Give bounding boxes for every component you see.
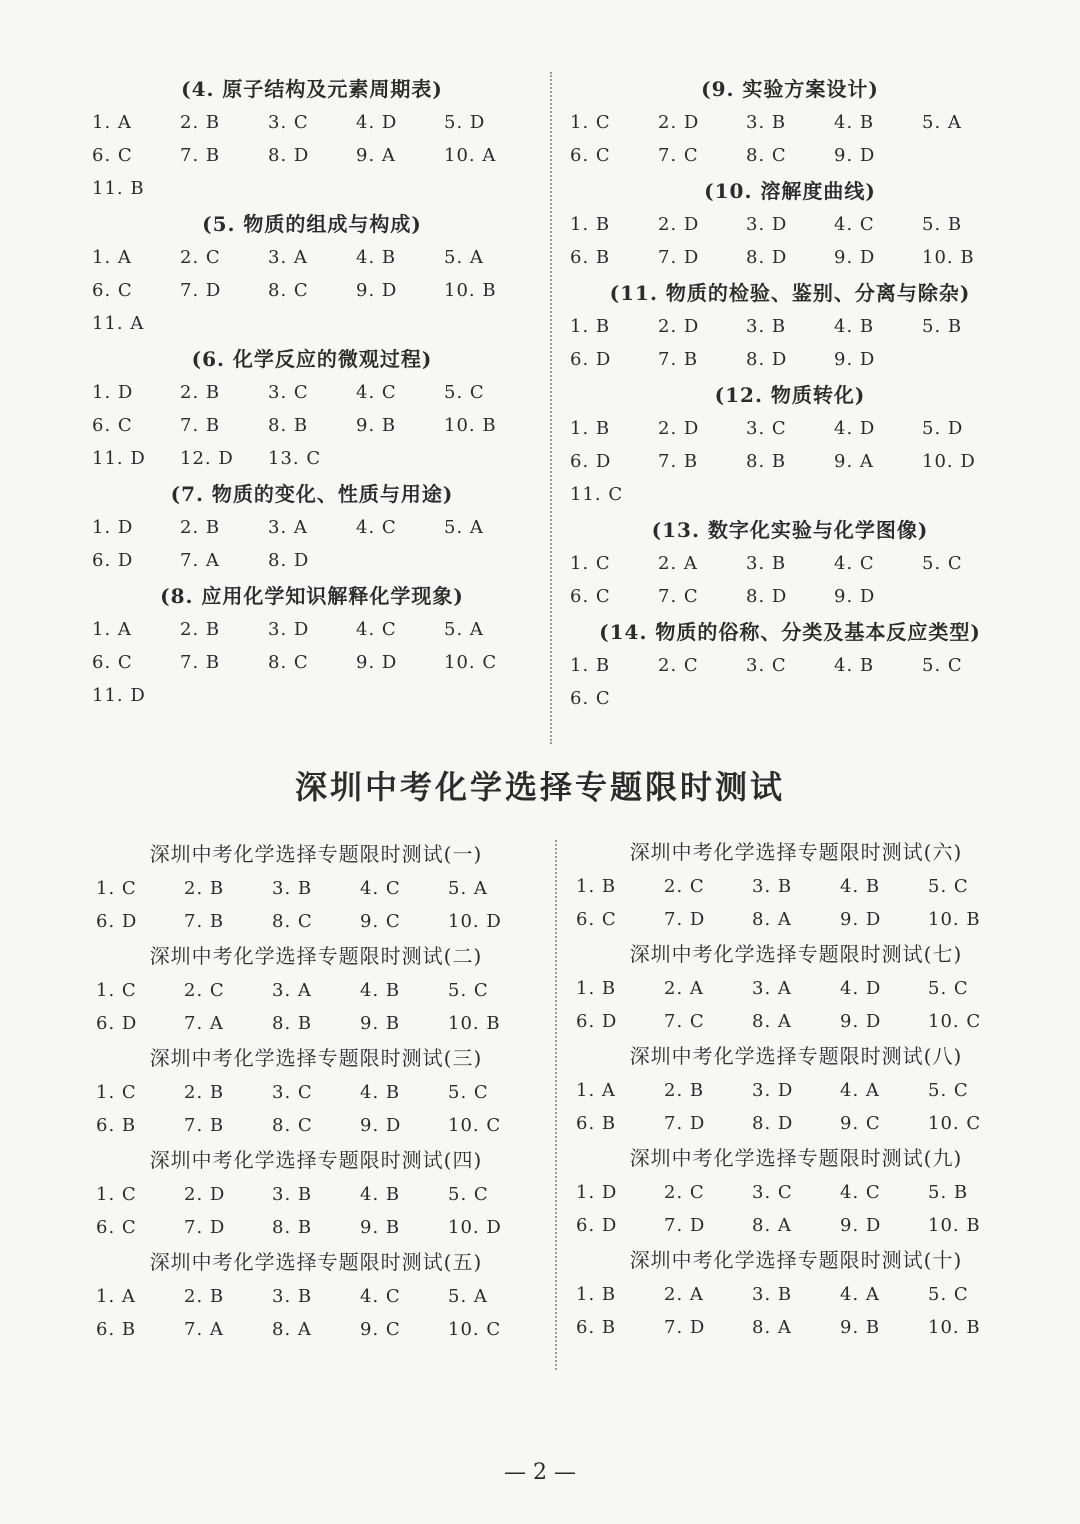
answer-item: 7. D	[664, 1113, 706, 1134]
answer-item: 4. D	[356, 112, 398, 133]
answer-item: 9. D	[356, 280, 398, 301]
top-column-divider	[550, 72, 552, 744]
answer-item: 2. D	[184, 1184, 226, 1205]
answer-grid	[96, 1076, 536, 1142]
answer-item: 13. C	[268, 448, 322, 469]
answer-grid	[96, 974, 536, 1040]
answer-item: 5. B	[922, 316, 963, 337]
answer-grid	[570, 208, 1010, 274]
answer-item: 8. A	[752, 1317, 792, 1338]
answer-item: 2. C	[658, 655, 699, 676]
answer-item: 4. C	[356, 517, 397, 538]
answer-item: 5. C	[922, 655, 963, 676]
answer-item: 1. B	[570, 316, 611, 337]
answer-item: 10. D	[448, 1217, 502, 1238]
answer-item: 8. D	[746, 247, 788, 268]
answer-item: 10. D	[922, 451, 976, 472]
answer-item: 5. D	[922, 418, 964, 439]
answer-item: 4. B	[360, 980, 401, 1001]
answer-item: 8. C	[268, 280, 309, 301]
answer-item: 1. A	[92, 247, 132, 268]
answer-item: 6. C	[570, 145, 611, 166]
answer-item: 8. C	[272, 911, 313, 932]
answer-item: 7. B	[658, 349, 699, 370]
section-title: (8. 应用化学知识解释化学现象)	[160, 584, 464, 608]
answer-item: 8. D	[746, 349, 788, 370]
answer-item: 9. B	[356, 415, 397, 436]
answer-item: 8. A	[752, 1215, 792, 1236]
answer-item: 4. C	[834, 553, 875, 574]
answer-item: 6. D	[570, 451, 612, 472]
answer-item: 6. B	[96, 1115, 137, 1136]
section-title: (7. 物质的变化、性质与用途)	[170, 482, 454, 506]
answer-item: 9. D	[834, 349, 876, 370]
answer-item: 10. C	[444, 652, 498, 673]
section-title: (4. 原子结构及元素周期表)	[181, 77, 443, 101]
answer-item: 1. A	[92, 112, 132, 133]
answer-item: 3. C	[268, 112, 309, 133]
answer-item: 3. B	[746, 553, 787, 574]
answer-item: 3. D	[746, 214, 788, 235]
answer-item: 7. B	[180, 652, 221, 673]
answer-item: 1. B	[576, 876, 617, 897]
answer-item: 10. B	[444, 280, 497, 301]
answer-item: 4. B	[360, 1184, 401, 1205]
answer-item: 3. B	[272, 1286, 313, 1307]
answer-grid	[96, 1178, 536, 1244]
answer-item: 5. A	[444, 247, 484, 268]
answer-item: 3. B	[752, 876, 793, 897]
answer-item: 9. C	[360, 911, 401, 932]
answer-item: 6. D	[92, 550, 134, 571]
answer-item: 1. A	[96, 1286, 136, 1307]
answer-item: 10. B	[444, 415, 497, 436]
answer-item: 10. C	[928, 1113, 982, 1134]
answer-item: 2. B	[184, 878, 225, 899]
answer-item: 8. B	[746, 451, 787, 472]
answer-item: 9. D	[360, 1115, 402, 1136]
answer-item: 2. D	[658, 214, 700, 235]
answer-item: 8. D	[752, 1113, 794, 1134]
answer-item: 1. B	[570, 655, 611, 676]
answer-item: 7. C	[658, 586, 699, 607]
answer-item: 5. C	[928, 978, 969, 999]
answer-item: 10. B	[448, 1013, 501, 1034]
answer-item: 6. C	[96, 1217, 137, 1238]
test-title: 深圳中考化学选择专题限时测试(五)	[149, 1250, 483, 1274]
answer-item: 4. C	[840, 1182, 881, 1203]
section-title: (9. 实验方案设计)	[701, 77, 879, 101]
answer-grid	[92, 241, 532, 340]
bottom-right-column	[576, 834, 1016, 1344]
answer-item: 7. D	[664, 1215, 706, 1236]
answer-item: 8. B	[272, 1217, 313, 1238]
answer-item: 9. D	[840, 1011, 882, 1032]
answer-item: 4. B	[360, 1082, 401, 1103]
answer-item: 2. C	[664, 1182, 705, 1203]
answer-item: 1. B	[576, 978, 617, 999]
answer-item: 4. C	[356, 382, 397, 403]
answer-grid	[576, 1278, 1016, 1344]
answer-item: 4. B	[834, 655, 875, 676]
answer-item: 4. B	[834, 316, 875, 337]
answer-item: 6. C	[92, 280, 133, 301]
test-title: 深圳中考化学选择专题限时测试(九)	[629, 1146, 963, 1170]
section-title: (10. 溶解度曲线)	[704, 179, 876, 203]
answer-item: 1. D	[576, 1182, 618, 1203]
answer-item: 7. A	[184, 1319, 224, 1340]
answer-item: 7. B	[184, 911, 225, 932]
answer-item: 3. A	[272, 980, 312, 1001]
answer-item: 7. D	[658, 247, 700, 268]
answer-item: 5. C	[928, 1080, 969, 1101]
answer-item: 9. B	[360, 1013, 401, 1034]
main-title: 深圳中考化学选择专题限时测试	[294, 768, 785, 806]
answer-item: 1. A	[576, 1080, 616, 1101]
answer-item: 10. D	[448, 911, 502, 932]
answer-item: 2. B	[180, 382, 221, 403]
answer-item: 2. D	[658, 112, 700, 133]
answer-item: 9. A	[356, 145, 396, 166]
test-title: 深圳中考化学选择专题限时测试(七)	[629, 942, 963, 966]
answer-item: 2. A	[658, 553, 698, 574]
section-title: (13. 数字化实验与化学图像)	[651, 518, 929, 542]
answer-item: 8. D	[268, 145, 310, 166]
answer-item: 5. C	[448, 1184, 489, 1205]
answer-item: 4. C	[356, 619, 397, 640]
answer-item: 5. B	[928, 1182, 969, 1203]
answer-item: 11. B	[92, 178, 145, 199]
answer-item: 11. D	[92, 448, 146, 469]
answer-item: 10. A	[444, 145, 497, 166]
answer-item: 5. C	[448, 1082, 489, 1103]
answer-item: 4. D	[834, 418, 876, 439]
answer-item: 9. D	[834, 586, 876, 607]
answer-item: 3. B	[272, 878, 313, 899]
answer-grid	[570, 310, 1010, 376]
answer-item: 7. A	[184, 1013, 224, 1034]
answer-item: 9. D	[834, 145, 876, 166]
answer-grid	[92, 106, 532, 205]
answer-item: 3. B	[272, 1184, 313, 1205]
answer-item: 9. C	[360, 1319, 401, 1340]
test-title: 深圳中考化学选择专题限时测试(十)	[629, 1248, 963, 1272]
answer-item: 4. B	[356, 247, 397, 268]
answer-item: 2. D	[658, 418, 700, 439]
answer-item: 5. A	[444, 517, 484, 538]
answer-item: 7. C	[664, 1011, 705, 1032]
answer-item: 4. D	[840, 978, 882, 999]
answer-item: 4. B	[840, 876, 881, 897]
bottom-left-column	[96, 836, 536, 1346]
test-title: 深圳中考化学选择专题限时测试(八)	[629, 1044, 963, 1068]
test-title: 深圳中考化学选择专题限时测试(四)	[149, 1148, 483, 1172]
answer-item: 3. C	[268, 382, 309, 403]
answer-item: 7. A	[180, 550, 220, 571]
answer-item: 4. C	[360, 1286, 401, 1307]
answer-item: 4. C	[834, 214, 875, 235]
answer-item: 4. C	[360, 878, 401, 899]
section-title: (11. 物质的检验、鉴别、分离与除杂)	[609, 281, 971, 305]
answer-item: 3. A	[268, 517, 308, 538]
answer-item: 8. D	[268, 550, 310, 571]
answer-item: 3. D	[268, 619, 310, 640]
answer-item: 3. B	[746, 316, 787, 337]
answer-item: 8. A	[272, 1319, 312, 1340]
answer-item: 3. B	[752, 1284, 793, 1305]
answer-item: 2. B	[184, 1082, 225, 1103]
answer-item: 4. A	[840, 1284, 880, 1305]
answer-item: 7. D	[664, 909, 706, 930]
page-number: — 2 —	[504, 1460, 576, 1485]
section-title: (6. 化学反应的微观过程)	[191, 347, 433, 371]
answer-item: 6. B	[570, 247, 611, 268]
answer-grid	[576, 870, 1016, 936]
answer-item: 2. B	[180, 619, 221, 640]
answer-item: 4. B	[834, 112, 875, 133]
answer-item: 8. B	[268, 415, 309, 436]
section-title: (14. 物质的俗称、分类及基本反应类型)	[599, 620, 981, 644]
answer-item: 11. D	[92, 685, 146, 706]
answer-item: 1. B	[570, 214, 611, 235]
answer-item: 1. C	[96, 1082, 137, 1103]
top-right-column	[570, 70, 1010, 715]
answer-item: 9. D	[356, 652, 398, 673]
answer-item: 10. B	[928, 1215, 981, 1236]
answer-item: 7. B	[180, 145, 221, 166]
answer-item: 1. D	[92, 517, 134, 538]
answer-grid	[570, 649, 1010, 715]
answer-item: 6. C	[92, 145, 133, 166]
answer-item: 6. C	[92, 415, 133, 436]
answer-item: 3. C	[752, 1182, 793, 1203]
answer-item: 6. C	[570, 688, 611, 709]
answer-grid	[576, 972, 1016, 1038]
section-title: (12. 物质转化)	[714, 383, 866, 407]
test-title: 深圳中考化学选择专题限时测试(二)	[149, 944, 483, 968]
answer-item: 6. D	[576, 1011, 618, 1032]
answer-item: 1. C	[96, 1184, 137, 1205]
answer-item: 7. D	[664, 1317, 706, 1338]
answer-item: 7. B	[180, 415, 221, 436]
answer-item: 10. B	[928, 1317, 981, 1338]
answer-item: 12. D	[180, 448, 234, 469]
answer-item: 6. D	[576, 1215, 618, 1236]
answer-item: 9. D	[834, 247, 876, 268]
answer-item: 8. A	[752, 1011, 792, 1032]
answer-item: 3. D	[752, 1080, 794, 1101]
answer-item: 6. D	[570, 349, 612, 370]
answer-item: 4. A	[840, 1080, 880, 1101]
answer-item: 5. C	[928, 1284, 969, 1305]
answer-item: 10. C	[448, 1319, 502, 1340]
answer-item: 3. C	[272, 1082, 313, 1103]
answer-item: 2. B	[180, 112, 221, 133]
answer-item: 8. D	[746, 586, 788, 607]
answer-item: 5. D	[444, 112, 486, 133]
answer-item: 8. C	[746, 145, 787, 166]
answer-item: 1. D	[92, 382, 134, 403]
answer-item: 10. C	[928, 1011, 982, 1032]
answer-item: 8. C	[268, 652, 309, 673]
answer-item: 9. A	[834, 451, 874, 472]
answer-item: 7. D	[184, 1217, 226, 1238]
answer-item: 3. A	[752, 978, 792, 999]
answer-item: 1. A	[92, 619, 132, 640]
answer-item: 7. D	[180, 280, 222, 301]
answer-item: 9. B	[360, 1217, 401, 1238]
answer-item: 5. A	[444, 619, 484, 640]
answer-item: 8. C	[272, 1115, 313, 1136]
answer-grid	[92, 511, 532, 577]
section-title: (5. 物质的组成与构成)	[202, 212, 422, 236]
answer-item: 5. C	[444, 382, 485, 403]
answer-item: 11. A	[92, 313, 145, 334]
answer-item: 2. C	[664, 876, 705, 897]
answer-item: 6. C	[92, 652, 133, 673]
answer-item: 2. B	[180, 517, 221, 538]
answer-item: 9. D	[840, 1215, 882, 1236]
answer-item: 9. B	[840, 1317, 881, 1338]
answer-item: 3. A	[268, 247, 308, 268]
answer-item: 6. B	[96, 1319, 137, 1340]
answer-grid	[576, 1176, 1016, 1242]
test-title: 深圳中考化学选择专题限时测试(一)	[149, 842, 483, 866]
answer-grid	[570, 412, 1010, 511]
answer-grid	[92, 376, 532, 475]
answer-item: 2. A	[664, 978, 704, 999]
answer-item: 5. C	[922, 553, 963, 574]
answer-grid	[92, 613, 532, 712]
answer-item: 2. B	[664, 1080, 705, 1101]
answer-item: 8. B	[272, 1013, 313, 1034]
answer-item: 10. B	[922, 247, 975, 268]
answer-item: 2. C	[184, 980, 225, 1001]
answer-item: 2. D	[658, 316, 700, 337]
answer-item: 3. C	[746, 655, 787, 676]
answer-item: 6. B	[576, 1317, 617, 1338]
answer-item: 8. A	[752, 909, 792, 930]
answer-grid	[576, 1074, 1016, 1140]
answer-item: 2. A	[664, 1284, 704, 1305]
answer-item: 2. C	[180, 247, 221, 268]
answer-item: 10. B	[928, 909, 981, 930]
answer-item: 2. B	[184, 1286, 225, 1307]
answer-item: 9. C	[840, 1113, 881, 1134]
answer-item: 1. C	[570, 553, 611, 574]
answer-item: 1. B	[576, 1284, 617, 1305]
bottom-column-divider	[555, 840, 557, 1370]
answer-item: 5. A	[448, 1286, 488, 1307]
answer-item: 9. D	[840, 909, 882, 930]
answer-grid	[570, 547, 1010, 613]
answer-item: 1. B	[570, 418, 611, 439]
answer-item: 3. B	[746, 112, 787, 133]
answer-item: 5. A	[448, 878, 488, 899]
answer-item: 11. C	[570, 484, 624, 505]
answer-item: 7. C	[658, 145, 699, 166]
answer-item: 5. B	[922, 214, 963, 235]
answer-item: 7. B	[184, 1115, 225, 1136]
answer-item: 6. C	[576, 909, 617, 930]
answer-item: 5. C	[448, 980, 489, 1001]
answer-item: 5. C	[928, 876, 969, 897]
answer-item: 7. B	[658, 451, 699, 472]
answer-item: 10. C	[448, 1115, 502, 1136]
answer-item: 1. C	[96, 980, 137, 1001]
test-title: 深圳中考化学选择专题限时测试(三)	[149, 1046, 483, 1070]
answer-item: 1. C	[570, 112, 611, 133]
answer-item: 3. C	[746, 418, 787, 439]
answer-item: 1. C	[96, 878, 137, 899]
answer-item: 5. A	[922, 112, 962, 133]
answer-grid	[96, 1280, 536, 1346]
answer-item: 6. D	[96, 911, 138, 932]
answer-grid	[96, 872, 536, 938]
test-title: 深圳中考化学选择专题限时测试(六)	[629, 840, 963, 864]
answer-grid	[570, 106, 1010, 172]
answer-item: 6. B	[576, 1113, 617, 1134]
answer-item: 6. D	[96, 1013, 138, 1034]
answer-item: 6. C	[570, 586, 611, 607]
top-left-column	[92, 70, 532, 712]
